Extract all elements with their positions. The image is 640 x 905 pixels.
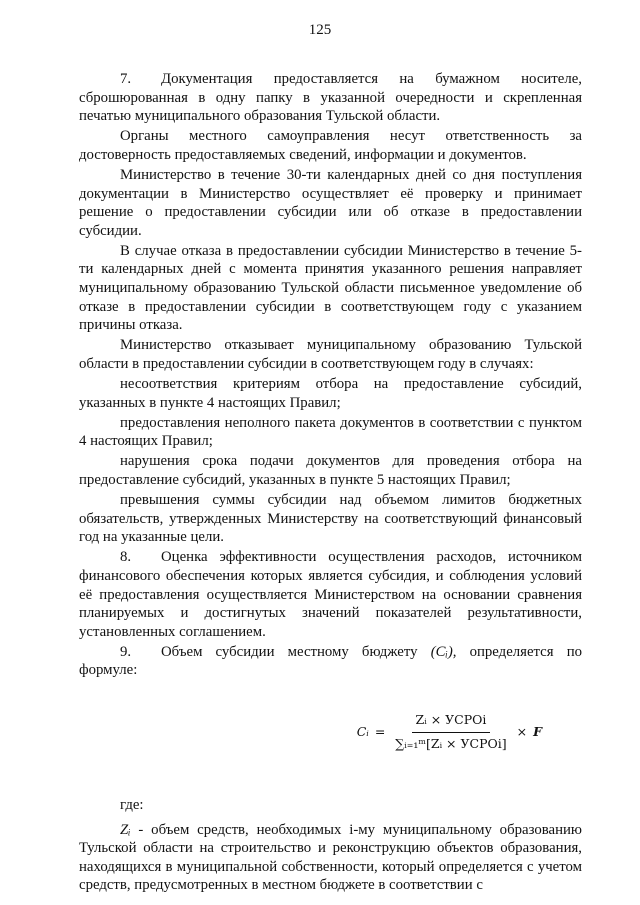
- list-item-incomplete: предоставления неполного пакета документов в соответствии с пунктом 4 настоящих Правил;: [79, 414, 582, 450]
- paragraph-refusal-notice: В случае отказа в предоставлении субсидии Министерство в течение 5-ти календарных дней с момента принятия указанного решения направляет муниципальному образованию Тульской области письменное уведомление об отказе в предоставлении субсидии в соответствующем году с указанием причины отказа.: [79, 242, 582, 334]
- paragraph-text: Объем субсидии местному бюджету: [161, 643, 418, 660]
- list-item-deadline: нарушения срока подачи документов для проведения отбора на предоставление субсидий, указанных в пункте 5 настоящих Правил;: [79, 453, 582, 488]
- paragraph-responsibility: Органы местного самоуправления несут ответственность за достоверность предоставляемых сведений, информации и документов.: [79, 128, 582, 163]
- symbol-zi: Zᵢ: [120, 821, 131, 838]
- paragraph-text: - объем средств, необходимых i-му муниципальному образованию Тульской области на строительство и реконструкцию объектов образования, находящихся в муниципальной собственности, который определяется с учетом средств, предусмотренных в местном бюджете в соответствии с: [79, 821, 582, 894]
- formula-times: ×: [516, 723, 528, 739]
- page-number: 125: [308, 22, 332, 38]
- item-number: 8.: [120, 549, 132, 566]
- paragraph-text: Оценка эффективности осуществления расходов, источником финансового обеспечения которых является субсидия, и соблюдения условий её предоставления осуществляется Министерством на основании сравнения планируемых и достигнутых значений показателей результативности, установленных соглашением.: [79, 549, 582, 640]
- paragraph-8: [79, 548, 582, 641]
- definition-zi: [79, 821, 582, 895]
- paragraph-refusal-cases: Министерство отказывает муниципальному образованию Тульской области в предоставлении субсидии в соответствующем году в случаях:: [79, 337, 582, 372]
- item-number: 9.: [120, 643, 132, 660]
- subsidy-formula: [79, 702, 542, 762]
- formula-numerator: Zᵢ × УСРОi: [412, 711, 491, 733]
- formula-denominator: ∑ᵢ₌₁ᵐ[Zᵢ × УСРОi]: [395, 735, 507, 751]
- paragraph-text: Документация предоставляется на бумажном носителе, сброшюрованная в одну папку в указанной очередности и скрепленная печатью муниципального образования Тульской области.: [79, 71, 582, 125]
- list-item-limits: превышения суммы субсидии над объемом лимитов бюджетных обязательств, утвержденных Министерству на соответствующий финансовый год на указанные цели.: [79, 492, 582, 546]
- where-label: где:: [120, 797, 144, 813]
- document-body: [79, 70, 582, 895]
- formula-lhs: Cᵢ: [356, 723, 369, 739]
- formula-factor: F: [533, 723, 542, 739]
- paragraph-text: определяется по формуле:: [79, 643, 583, 679]
- paragraph-9: [79, 643, 582, 680]
- formula-fraction: [391, 711, 510, 753]
- item-number: 7.: [120, 71, 132, 87]
- paragraph-review: Министерство в течение 30-ти календарных дней со дня поступления документации в Министерство осуществляет её проверку и принимает решение о предоставлении субсидии или об отказе в предоставлении субсидии.: [79, 166, 582, 239]
- list-item-criteria: несоответствия критериям отбора на предоставление субсидий, указанных в пункте 4 настоящих Правил;: [79, 376, 582, 411]
- symbol-ci: (Cᵢ),: [430, 643, 457, 660]
- formula-equals: =: [374, 723, 386, 739]
- paragraph-7: [79, 70, 582, 126]
